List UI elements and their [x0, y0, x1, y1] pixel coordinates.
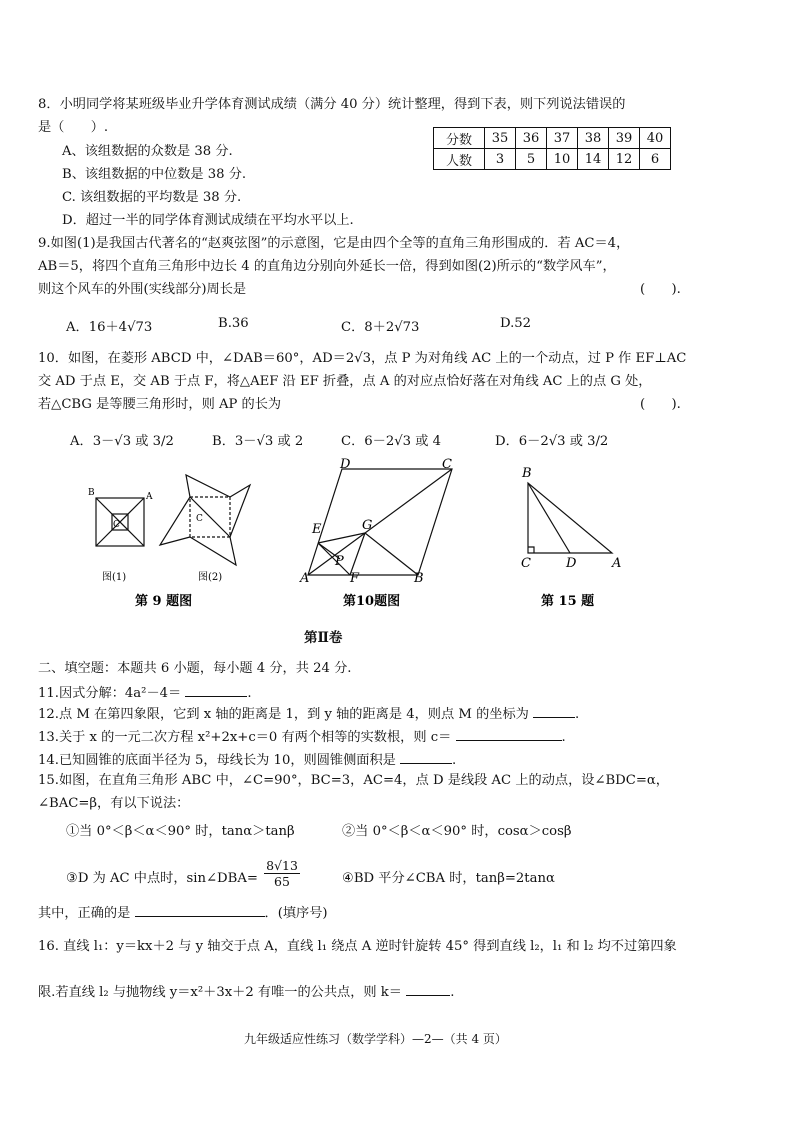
- fig10-label-c: C: [442, 457, 452, 472]
- fig9-sub1-label: 图(1): [102, 572, 127, 583]
- q15-answer: [38, 903, 328, 923]
- q10-option-a: A．3－√3 或 3/2: [70, 434, 174, 449]
- q8-score-table: [433, 127, 671, 170]
- q15-statement-2: ②当 0°＜β＜α＜90° 时，cosα＞cosβ: [342, 824, 572, 839]
- figures-area: [0, 455, 794, 615]
- q14-answer-blank[interactable]: [400, 750, 452, 764]
- table-cell: 36: [516, 128, 547, 149]
- fig10-label-f: F: [350, 571, 360, 586]
- fig15-label-c: C: [521, 556, 531, 571]
- q15-statement-4: ④BD 平分∠CBA 时，tanβ=2tanα: [342, 871, 555, 886]
- q11: 11.因式分解：4a²－4＝ .: [38, 683, 252, 703]
- fig10-label-a: A: [300, 571, 310, 586]
- fig10-caption: 第10题图: [343, 594, 401, 609]
- q12-text: 12.点 M 在第四象限，它到 x 轴的距离是 1，到 y 轴的距离是 4，则点 M 的坐标为: [38, 707, 529, 722]
- table-cell: 40: [640, 128, 671, 149]
- fig10-label-d: D: [340, 457, 351, 472]
- fig9-2-diagram: [160, 475, 250, 565]
- q11-text: 11.因式分解：4a²－4＝: [38, 686, 182, 701]
- table-cell: 12: [609, 149, 640, 170]
- q9-answer-paren: ( ).: [640, 282, 681, 297]
- q10-option-d: D．6－2√3 或 3/2: [495, 434, 609, 449]
- table-row: [434, 149, 671, 170]
- q15-answer-text: 其中，正确的是: [38, 906, 131, 921]
- q16-line2: 限.若直线 l₂ 与抛物线 y＝x²＋3x＋2 有唯一的公共点，则 k＝ .: [38, 982, 454, 1002]
- q8-stem-line1: 8．小明同学将某班级毕业升学体育测试成绩（满分 40 分）统计整理，得到下表，则下列说法错误的: [38, 97, 626, 112]
- q9-option-a: A．16＋4√73: [66, 320, 153, 335]
- fig10-diagram: [308, 469, 452, 575]
- q8-option-a: A、该组数据的众数是 38 分.: [62, 144, 233, 159]
- volume2-heading: 第Ⅱ卷: [304, 630, 343, 646]
- q13: 13.关于 x 的一元二次方程 x²+2x+c＝0 有两个相等的实数根，则 c＝ .: [38, 727, 566, 747]
- page-footer: 九年级适应性练习（数学学科）—2—（共 4 页）: [244, 1032, 507, 1046]
- q14: 14.已知圆锥的底面半径为 5，母线长为 10，则圆锥侧面积是 .: [38, 750, 456, 770]
- table-cell: 6: [640, 149, 671, 170]
- fig9-caption: 第 9 题图: [135, 594, 193, 609]
- q11-answer-blank[interactable]: [185, 683, 247, 697]
- fig9-label-a: A: [146, 492, 153, 502]
- fig15-label-d: D: [566, 556, 577, 571]
- q15-s3-text: ③D 为 AC 中点时，sin∠DBA=: [66, 871, 258, 886]
- q10-line1: 10．如图，在菱形 ABCD 中，∠DAB＝60°，AD＝2√3，点 P 为对角线 AC 上的一个动点，过 P 作 EF⊥AC: [38, 351, 687, 366]
- fig10-label-g: G: [362, 518, 373, 533]
- q16-line1: 16. 直线 l₁：y＝kx＋2 与 y 轴交于点 A，直线 l₁ 绕点 A 逆时针旋转 45° 得到直线 l₂，l₁ 和 l₂ 均不过第四象: [38, 939, 677, 954]
- fig9-label-b: B: [88, 488, 95, 498]
- fig9-label-c: C: [113, 520, 120, 530]
- fig10-label-e: E: [312, 522, 322, 537]
- fig10-label-b: B: [414, 571, 424, 586]
- fig15-label-a: A: [612, 556, 622, 571]
- q9-line3: 则这个风车的外围(实线部分)周长是: [38, 282, 247, 297]
- q15-line1: 15.如图，在直角三角形 ABC 中，∠C=90°，BC=3，AC=4，点 D 是线段 AC 上的动点，设∠BDC=α，: [38, 773, 669, 788]
- q16-line2-text: 限.若直线 l₂ 与抛物线 y＝x²＋3x＋2 有唯一的公共点，则 k＝: [38, 985, 402, 1000]
- q10-answer-paren: ( ).: [640, 397, 681, 412]
- table-cell: 35: [485, 128, 516, 149]
- q15-statement-3: [66, 870, 258, 888]
- q13-answer-blank[interactable]: [456, 727, 562, 741]
- q15-answer-blank[interactable]: [135, 903, 265, 917]
- q15-s3-denominator: 65: [274, 874, 290, 889]
- q8-stem-line2: 是（ ）.: [38, 120, 109, 135]
- q8-option-b: B、该组数据的中位数是 38 分.: [62, 167, 247, 182]
- q9-option-b: B.36: [218, 316, 249, 331]
- fig15-label-b: B: [522, 466, 532, 481]
- fig15-diagram: [528, 483, 612, 553]
- q10-line2: 交 AD 于点 E，交 AB 于点 F，将△AEF 沿 EF 折叠，点 A 的对应点恰好落在对角线 AC 上的点 G 处，: [38, 374, 652, 389]
- fig15-caption: 第 15 题: [541, 594, 595, 609]
- table-cell: 10: [547, 149, 578, 170]
- table-cell: 37: [547, 128, 578, 149]
- q13-text: 13.关于 x 的一元二次方程 x²+2x+c＝0 有两个相等的实数根，则 c＝: [38, 730, 452, 745]
- q9-option-c: C．8＋2√73: [341, 320, 420, 335]
- q10-option-b: B．3－√3 或 2: [212, 434, 304, 449]
- q14-text: 14.已知圆锥的底面半径为 5，母线长为 10，则圆锥侧面积是: [38, 753, 396, 768]
- q15-s3-fraction: [264, 858, 300, 889]
- fig9-2-label-c: C: [196, 514, 203, 524]
- fig9-sub2-label: 图(2): [198, 572, 223, 583]
- table-cell: 5: [516, 149, 547, 170]
- q15-answer-post: ．(填序号): [264, 906, 328, 921]
- table-row: [434, 128, 671, 149]
- q12: 12.点 M 在第四象限，它到 x 轴的距离是 1，到 y 轴的距离是 4，则点 M 的坐标为 .: [38, 704, 579, 724]
- section2-heading: 二、填空题：本题共 6 小题，每小题 4 分，共 24 分.: [38, 661, 352, 676]
- table-cell: 38: [578, 128, 609, 149]
- table-cell: 3: [485, 149, 516, 170]
- q15-statement-1: ①当 0°＜β＜α＜90° 时，tanα＞tanβ: [66, 824, 295, 839]
- q10-option-c: C．6－2√3 或 4: [341, 434, 442, 449]
- q9-line1: 9.如图(1)是我国古代著名的“赵爽弦图”的示意图，它是由四个全等的直角三角形围成的．若 AC＝4，: [38, 236, 630, 251]
- table-cell: 14: [578, 149, 609, 170]
- q15-s3-numerator: 8√13: [264, 858, 300, 874]
- q9-line2: AB＝5，将四个直角三角形中边长 4 的直角边分别向外延长一倍，得到如图(2)所示的“数学风车”，: [38, 259, 616, 274]
- q12-answer-blank[interactable]: [533, 704, 575, 718]
- table-header-score: 分数: [434, 128, 485, 149]
- table-header-count: 人数: [434, 149, 485, 170]
- q15-line2: ∠BAC=β，有以下说法：: [38, 796, 190, 811]
- q16-answer-blank[interactable]: [406, 982, 450, 996]
- table-cell: 39: [609, 128, 640, 149]
- q8-option-c: C. 该组数据的平均数是 38 分.: [62, 190, 242, 205]
- fig9-1-diagram: [96, 498, 144, 546]
- q9-option-d: D.52: [500, 316, 532, 331]
- q8-option-d: D．超过一半的同学体育测试成绩在平均水平以上.: [62, 213, 354, 228]
- fig10-label-p: P: [335, 554, 344, 569]
- q10-line3: 若△CBG 是等腰三角形时，则 AP 的长为: [38, 397, 282, 412]
